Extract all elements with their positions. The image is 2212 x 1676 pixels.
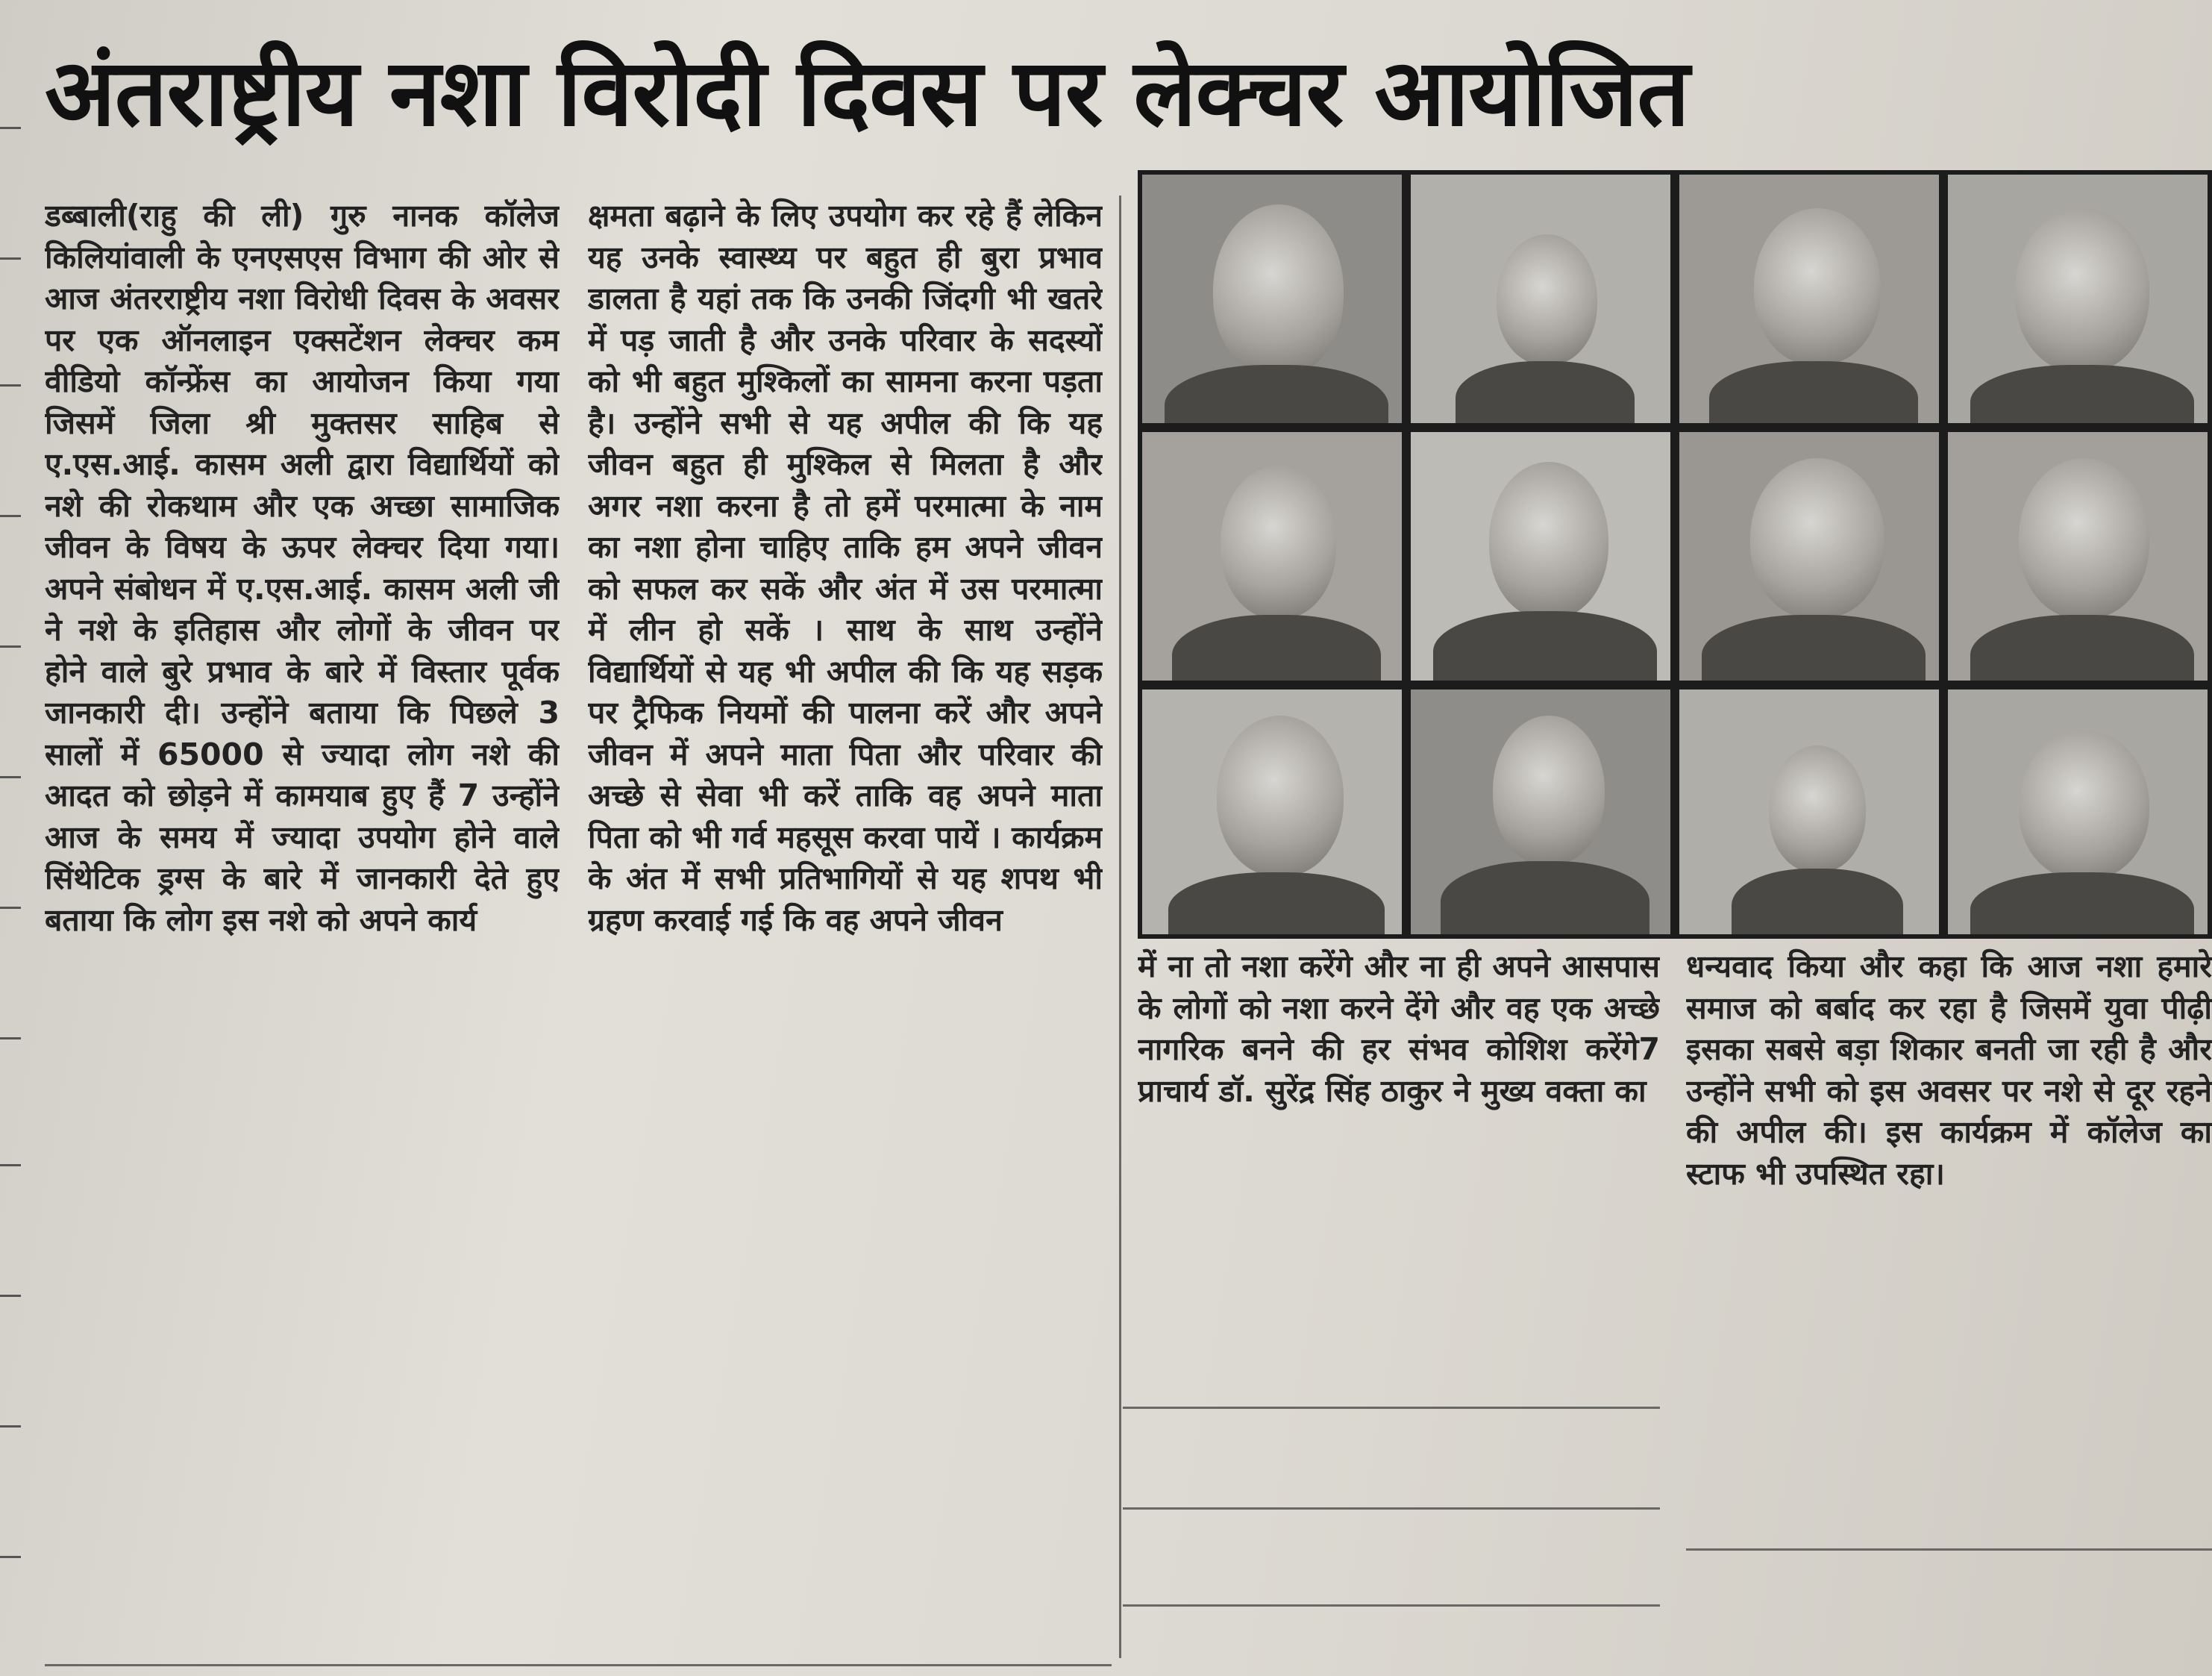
margin-mark <box>0 1295 21 1297</box>
column-divider <box>1119 196 1121 1658</box>
participant-tile <box>1406 170 1675 428</box>
margin-mark <box>0 776 21 778</box>
margin-mark <box>0 907 21 909</box>
participant-tile <box>1943 685 2212 939</box>
participant-shoulders <box>1709 361 1918 428</box>
participant-shoulders <box>1456 361 1635 428</box>
participant-shoulders <box>1970 872 2194 939</box>
participant-tile <box>1406 428 1675 685</box>
margin-mark <box>0 1556 21 1558</box>
participant-tile <box>1675 428 1943 685</box>
participant-shoulders <box>1970 615 2194 685</box>
participant-face <box>2019 731 2149 880</box>
margin-mark <box>0 1164 21 1166</box>
participant-shoulders <box>1433 611 1657 685</box>
participant-tile <box>1138 428 1406 685</box>
participant-face <box>2019 458 2149 619</box>
participant-tile <box>1138 170 1406 428</box>
article-column-1: डब्बाली(राहु की ली) गुरु नानक कॉलेज किलियांवाली के एनएसएस विभाग की ओर से आज अंतरराष्ट्रीय नशा विरोधी दिवस के अवसर पर एक ऑनलाइन एक्सटेंशन लेक्चर कम वीडियो कॉन्फ्रेंस का आयोजन किया गया जिसमें जिला श्री मुक्तसर साहिब से ए.एस.आई. कासम अली द्वारा विद्यार्थियों को नशे की रोकथाम और एक अच्छा सामाजिक जीवन के विषय के ऊपर लेक्चर दिया गया। अपने संबोधन में ए.एस.आई. कासम अली जी ने नशे के इतिहास और लोगों के जीवन पर होने वाले बुरे प्रभाव के बारे में विस्तार पूर्वक जानकारी दी। उन्होंने बताया कि पिछले 3 सालों में 65000 से ज्यादा लोग नशे की आदत को छोड़ने में कामयाब हुए हैं 7 उन्होंने आज के समय में ज्यादा उपयोग होने वाले सिंथेटिक ड्रग्स के बारे में जानकारी देते हुए बताया कि लोग इस नशे को अपने कार्य <box>45 198 560 938</box>
participant-face <box>1217 716 1344 876</box>
participant-face <box>1769 745 1866 872</box>
margin-mark <box>0 127 21 129</box>
participant-face <box>1489 462 1608 619</box>
participant-shoulders <box>1165 365 1388 428</box>
participant-face <box>1754 208 1881 365</box>
participant-face <box>1493 716 1605 865</box>
participant-tile <box>1675 685 1943 939</box>
participant-shoulders <box>1702 615 1926 685</box>
participant-face <box>1750 458 1884 619</box>
margin-mark <box>0 1037 21 1039</box>
participant-face <box>1221 466 1336 619</box>
participant-face <box>1213 204 1344 376</box>
participant-tile <box>1675 170 1943 428</box>
participant-tile <box>1138 685 1406 939</box>
column-rule <box>1123 1604 1660 1607</box>
participant-tile <box>1943 428 2212 685</box>
participant-face <box>1497 234 1597 365</box>
margin-mark <box>0 257 21 260</box>
margin-mark <box>0 515 21 517</box>
article-headline: अंतराष्ट्रीय नशा विरोदी दिवस पर लेक्चर आयोजित <box>45 40 1689 147</box>
article-column-3: में ना तो नशा करेंगे और ना ही अपने आसपास के लोगों को नशा करने देंगे और वह एक अच्छे नागरिक बनने की हर संभव कोशिश करेंगे7 प्राचार्य डॉ. सुरेंद्र सिंह ठाकुर ने मुख्य वक्ता का <box>1138 948 1660 1109</box>
participant-shoulders <box>1172 615 1381 685</box>
participant-tile <box>1406 685 1675 939</box>
margin-mark <box>0 384 21 387</box>
participant-face <box>2015 208 2149 372</box>
participant-shoulders <box>1168 872 1385 939</box>
article-column-2: क्षमता बढ़ाने के लिए उपयोग कर रहे हैं लेकिन यह उनके स्वास्थ्य पर बहुत ही बुरा प्रभाव डालता है यहां तक कि उनकी जिंदगी भी खतरे में पड़ जाती है और उनके परिवार के सदस्यों को भी बहुत मुश्किलों का सामना करना पड़ता है। उन्होंने सभी से यह अपील की कि यह जीवन बहुत ही मुश्किल से मिलता है और अगर नशा करना है तो हमें परमात्मा के नाम का नशा होना चाहिए ताकि हम अपने जीवन को सफल कर सकें और अंत में उस परमात्मा में लीन हो सकें । साथ के साथ उन्होंने विद्यार्थियों से यह भी अपील की कि यह सड़क पर ट्रैफिक नियमों की पालना करें और अपने जीवन में अपने माता पिता और परिवार की अच्छे से सेवा भी करें ताकि वह अपने माता पिता को भी गर्व महसूस करवा पायें । कार्यक्रम के अंत में सभी प्रतिभागियों से यह शपथ भी ग्रहण करवाई गई कि वह अपने जीवन <box>588 198 1103 938</box>
margin-mark <box>0 645 21 648</box>
participant-tile <box>1943 170 2212 428</box>
video-conference-photo <box>1138 170 2212 939</box>
column-rule <box>1123 1507 1660 1510</box>
column-rule <box>1686 1548 2212 1551</box>
column-rule <box>1123 1407 1660 1409</box>
page-bottom-rule <box>45 1664 1112 1666</box>
margin-mark <box>0 1425 21 1428</box>
participant-shoulders <box>1732 869 1903 939</box>
participant-shoulders <box>1970 365 2194 428</box>
article-column-4: धन्यवाद किया और कहा कि आज नशा हमारे समाज को बर्बाद कर रहा है जिसमें युवा पीढ़ी इसका सबसे बड़ा शिकार बनती जा रही है और उन्होंने सभी को इस अवसर पर नशे से दूर रहने की अपील की। इस कार्यक्रम में कॉलेज का स्टाफ भी उपस्थित रहा। <box>1686 948 2212 1192</box>
participant-shoulders <box>1441 861 1649 939</box>
